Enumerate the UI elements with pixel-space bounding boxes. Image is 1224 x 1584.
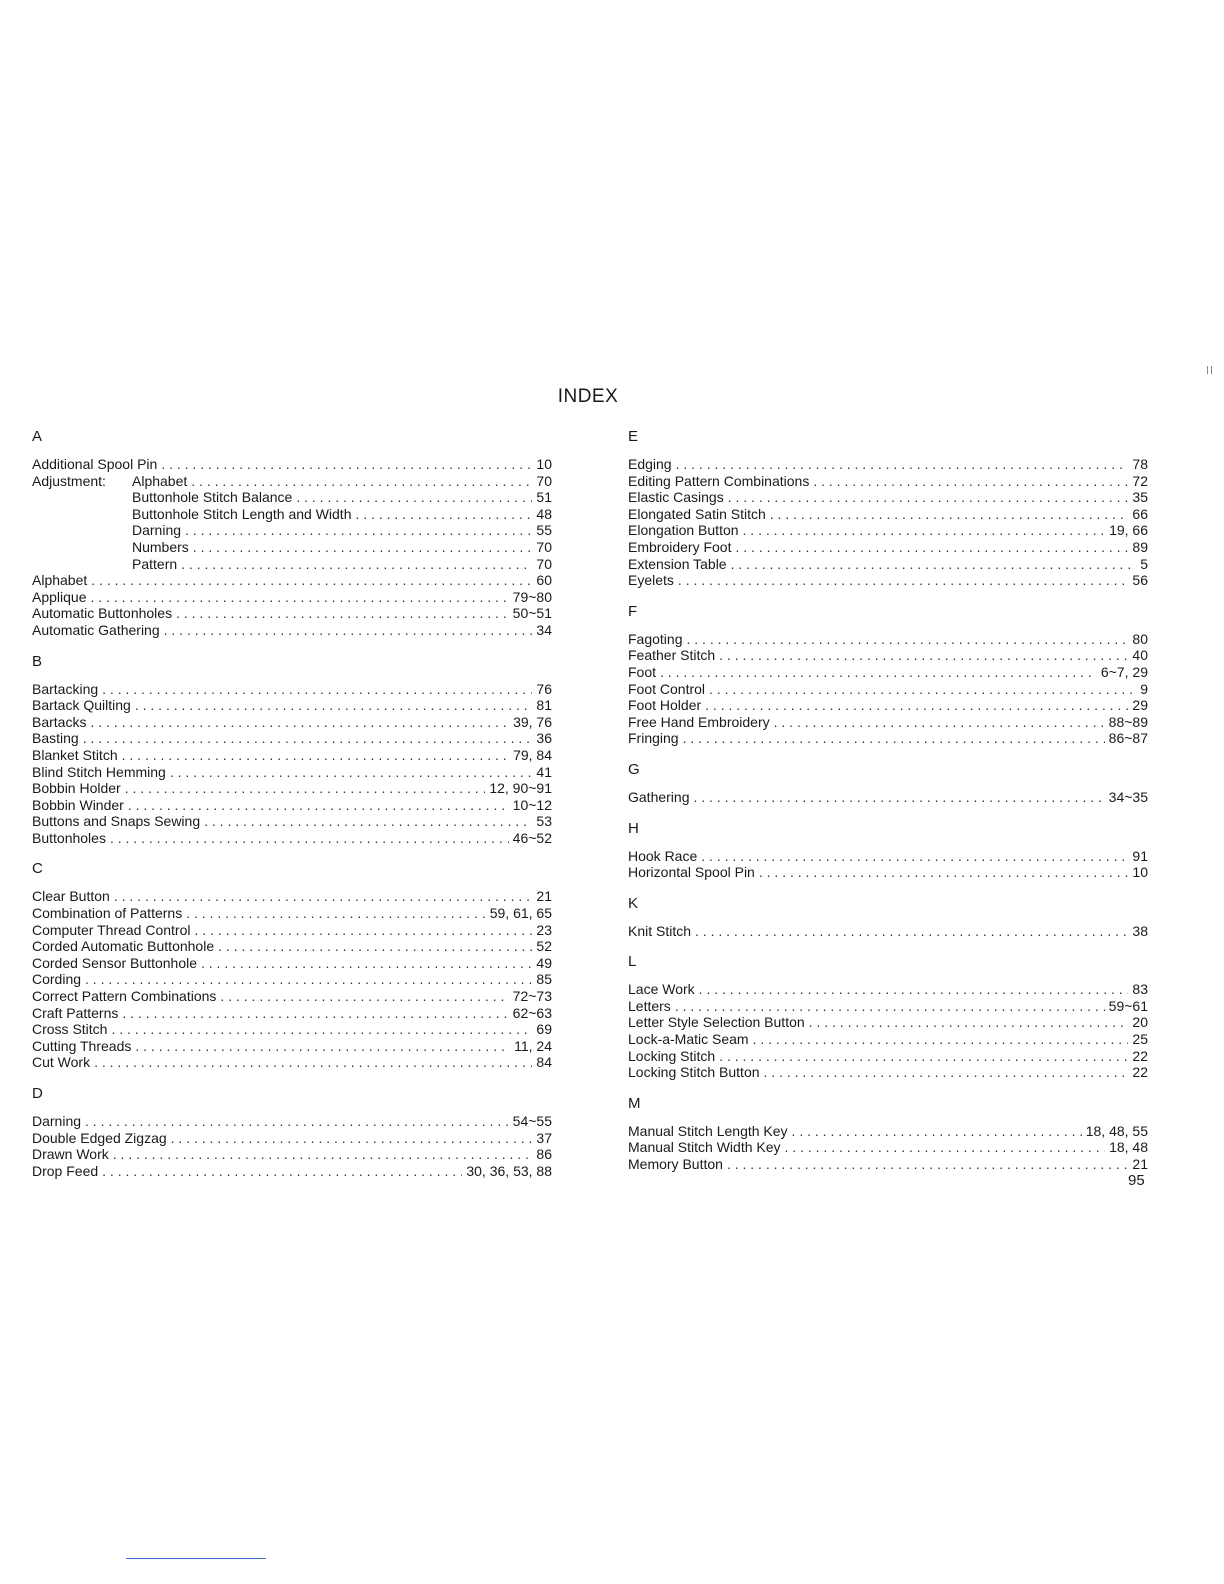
dot-leader — [85, 971, 532, 988]
index-section-l — [628, 953, 1148, 1081]
entry-label: Cross Stitch — [32, 1021, 108, 1038]
dot-leader — [683, 730, 1105, 747]
index-section-k — [628, 895, 1148, 940]
entry-pages: 37 — [536, 1129, 552, 1146]
index-entry — [32, 489, 552, 506]
entry-label: Elastic Casings — [628, 489, 724, 506]
entry-label: Blanket Stitch — [32, 746, 118, 763]
dot-leader — [128, 797, 509, 814]
entry-label: Embroidery Foot — [628, 538, 732, 555]
entry-label: Corded Sensor Buttonhole — [32, 954, 197, 971]
index-entry — [628, 697, 1148, 714]
index-entry — [32, 622, 552, 639]
index-entry — [32, 714, 552, 731]
index-entry — [32, 1163, 552, 1180]
section-letter: A — [32, 428, 43, 445]
entry-label: Fringing — [628, 730, 679, 747]
index-entry — [32, 1005, 552, 1022]
dot-leader — [355, 506, 532, 523]
entry-label: Free Hand Embroidery — [628, 713, 770, 730]
index-entry — [628, 664, 1148, 681]
entry-pages: 56 — [1132, 572, 1148, 589]
entry-pages: 78 — [1132, 456, 1148, 472]
index-entry — [628, 522, 1148, 539]
index-entry — [628, 981, 1148, 998]
entry-pages: 52 — [536, 938, 552, 955]
entry-label: Letters — [628, 997, 671, 1014]
entry-pages: 40 — [1132, 647, 1148, 664]
dot-leader — [678, 572, 1129, 589]
entry-pages: 41 — [536, 763, 552, 780]
dot-leader — [83, 730, 533, 747]
index-section-d — [32, 1085, 552, 1179]
entry-prefix: Adjustment: — [32, 472, 106, 489]
index-entry — [628, 1123, 1148, 1140]
entry-label: Lock-a-Matic Seam — [628, 1031, 749, 1048]
dot-leader — [719, 647, 1128, 664]
dot-leader — [170, 764, 533, 781]
dot-leader — [774, 714, 1105, 731]
entry-label: Lace Work — [628, 981, 695, 998]
entry-pages: 5 — [1140, 555, 1148, 572]
dot-leader — [85, 1113, 509, 1130]
dot-leader — [122, 747, 509, 764]
index-entry — [32, 747, 552, 764]
entry-pages: 72~73 — [512, 988, 552, 1005]
dot-leader — [191, 473, 532, 490]
entry-pages: 22 — [1132, 1064, 1148, 1081]
entry-pages: 18, 48 — [1109, 1139, 1148, 1156]
dot-leader — [102, 1163, 462, 1180]
index-entry — [32, 1054, 552, 1071]
entry-pages: 20 — [1132, 1014, 1148, 1031]
index-entry — [628, 647, 1148, 664]
entry-label: Buttonholes — [32, 829, 106, 846]
index-entry — [628, 864, 1148, 881]
index-entry — [628, 681, 1148, 698]
dot-leader — [194, 922, 532, 939]
index-column-right — [628, 428, 1148, 1187]
entry-label: Bartacks — [32, 713, 87, 730]
entry-label: Alphabet — [32, 572, 88, 589]
entry-pages: 12, 90~91 — [489, 780, 552, 797]
entry-label: Bartacking — [32, 680, 99, 697]
section-letter: G — [628, 760, 640, 778]
dot-leader — [809, 1014, 1129, 1031]
dot-leader — [785, 1139, 1106, 1156]
entry-pages: 66 — [1132, 505, 1148, 522]
entry-pages: 59~61 — [1108, 997, 1148, 1014]
margin-mark — [1207, 366, 1212, 374]
index-entry — [32, 730, 552, 747]
entry-pages: 70 — [536, 472, 552, 489]
index-entry — [628, 998, 1148, 1015]
index-entry — [32, 780, 552, 797]
entry-label: Bobbin Winder — [32, 796, 124, 813]
dot-leader — [135, 697, 533, 714]
dot-leader — [186, 905, 486, 922]
index-entry — [32, 1038, 552, 1055]
index-section-e — [628, 428, 1148, 589]
dot-leader — [201, 955, 532, 972]
index-entry — [628, 789, 1148, 806]
entry-pages: 10~12 — [512, 796, 552, 813]
entry-label: Drawn Work — [32, 1146, 109, 1163]
index-entry — [32, 539, 552, 556]
index-entry — [628, 489, 1148, 506]
entry-label: Craft Patterns — [32, 1004, 119, 1021]
index-entry — [628, 1031, 1148, 1048]
index-entry — [32, 572, 552, 589]
entry-label: Drop Feed — [32, 1162, 99, 1179]
entry-label: Alphabet — [132, 472, 188, 489]
index-section-m — [628, 1095, 1148, 1173]
entry-label: Hook Race — [628, 847, 698, 864]
entry-label: Pattern — [132, 555, 178, 572]
entry-pages: 88~89 — [1108, 713, 1148, 730]
index-entry — [32, 456, 552, 473]
entry-pages: 34 — [536, 621, 552, 638]
section-letter: M — [628, 1094, 641, 1112]
entry-pages: 86~87 — [1108, 730, 1148, 747]
entry-label: Foot Control — [628, 680, 706, 697]
section-letter: H — [628, 819, 639, 837]
entry-pages: 79, 84 — [513, 746, 552, 763]
entry-pages: 22 — [1132, 1047, 1148, 1064]
entry-pages: 62~63 — [512, 1004, 552, 1021]
entry-pages: 83 — [1132, 981, 1148, 998]
index-entry — [32, 988, 552, 1005]
entry-label: Additional Spool Pin — [32, 456, 158, 472]
entry-label: Bartack Quilting — [32, 697, 131, 714]
entry-pages: 55 — [536, 522, 552, 539]
entry-pages: 70 — [536, 555, 552, 572]
entry-label: Elongation Button — [628, 522, 739, 539]
dot-leader — [695, 923, 1128, 940]
entry-label: Locking Stitch Button — [628, 1064, 760, 1081]
dot-leader — [102, 681, 532, 698]
entry-pages: 21 — [1132, 1156, 1148, 1173]
dot-leader — [728, 489, 1129, 506]
entry-label: Knit Stitch — [628, 922, 692, 939]
index-entry — [32, 589, 552, 606]
dot-leader — [114, 888, 533, 905]
dot-leader — [90, 714, 509, 731]
entry-pages: 18, 48, 55 — [1085, 1122, 1148, 1139]
entry-pages: 35 — [1132, 489, 1148, 506]
index-entry — [628, 923, 1148, 940]
dot-leader — [125, 780, 486, 797]
dot-leader — [218, 938, 532, 955]
dot-leader — [181, 556, 532, 573]
entry-label: Letter Style Selection Button — [628, 1014, 805, 1031]
dot-leader — [110, 830, 509, 847]
dot-leader — [193, 539, 533, 556]
dot-leader — [171, 1130, 533, 1147]
entry-label: Manual Stitch Width Key — [628, 1139, 781, 1156]
entry-pages: 36 — [536, 730, 552, 747]
dot-leader — [813, 473, 1128, 490]
index-section-c — [32, 860, 552, 1071]
entry-label: Buttons and Snaps Sewing — [32, 813, 201, 830]
index-entry — [628, 631, 1148, 648]
index-entry — [32, 1021, 552, 1038]
index-entry — [32, 1146, 552, 1163]
entry-pages: 80 — [1132, 630, 1148, 647]
entry-label: Combination of Patterns — [32, 905, 183, 922]
entry-label: Blind Stitch Hemming — [32, 763, 166, 780]
index-entry — [32, 922, 552, 939]
dot-leader — [731, 556, 1137, 573]
index-entry — [32, 888, 552, 905]
entry-pages: 51 — [536, 489, 552, 506]
entry-label: Manual Stitch Length Key — [628, 1122, 788, 1139]
dot-leader — [709, 681, 1136, 698]
entry-label: Editing Pattern Combinations — [628, 472, 810, 489]
section-letter: E — [628, 428, 639, 445]
entry-pages: 53 — [536, 813, 552, 830]
dot-leader — [676, 456, 1129, 473]
entry-pages: 10 — [1132, 864, 1148, 881]
index-entry — [628, 1014, 1148, 1031]
entry-pages: 19, 66 — [1109, 522, 1148, 539]
entry-label: Foot — [628, 663, 657, 680]
index-entry — [32, 938, 552, 955]
index-entry — [32, 473, 552, 490]
entry-label: Darning — [132, 522, 182, 539]
dot-leader — [296, 489, 532, 506]
entry-pages: 69 — [536, 1021, 552, 1038]
entry-label: Computer Thread Control — [32, 921, 191, 938]
dot-leader — [727, 1156, 1128, 1173]
entry-label: Foot Holder — [628, 697, 702, 714]
entry-label: Edging — [628, 456, 672, 472]
entry-label: Clear Button — [32, 888, 110, 905]
index-entry — [32, 830, 552, 847]
index-entry — [32, 813, 552, 830]
page-title: INDEX — [557, 386, 619, 407]
dot-leader — [91, 589, 509, 606]
index-entry — [628, 848, 1148, 865]
entry-pages: 81 — [536, 697, 552, 714]
dot-leader — [686, 631, 1128, 648]
entry-pages: 46~52 — [512, 829, 552, 846]
entry-label: Extension Table — [628, 555, 727, 572]
dot-leader — [792, 1123, 1082, 1140]
index-entry — [32, 971, 552, 988]
dot-leader — [693, 789, 1104, 806]
entry-pages: 59, 61, 65 — [489, 905, 552, 922]
dot-leader — [164, 622, 533, 639]
dot-leader — [719, 1048, 1128, 1065]
index-section-h — [628, 820, 1148, 881]
index-entry — [628, 1156, 1148, 1173]
index-entry — [32, 955, 552, 972]
index-entry — [32, 605, 552, 622]
entry-label: Fagoting — [628, 630, 683, 647]
entry-pages: 91 — [1132, 847, 1148, 864]
section-letter: D — [32, 1085, 43, 1102]
index-entry — [32, 681, 552, 698]
entry-label: Locking Stitch — [628, 1047, 716, 1064]
entry-label: Cutting Threads — [32, 1037, 132, 1054]
entry-pages: 21 — [536, 888, 552, 905]
entry-label: Correct Pattern Combinations — [32, 988, 217, 1005]
dot-leader — [204, 813, 532, 830]
entry-pages: 54~55 — [512, 1113, 552, 1129]
section-letter: C — [32, 860, 43, 878]
index-entry — [628, 714, 1148, 731]
section-letter: F — [628, 602, 638, 620]
dot-leader — [91, 572, 532, 589]
entry-pages: 25 — [1132, 1031, 1148, 1048]
index-entry — [32, 506, 552, 523]
entry-pages: 23 — [536, 921, 552, 938]
entry-pages: 76 — [536, 680, 552, 697]
dot-leader — [111, 1021, 532, 1038]
entry-pages: 39, 76 — [513, 713, 552, 730]
dot-leader — [743, 522, 1106, 539]
dot-leader — [675, 998, 1105, 1015]
index-entry — [32, 797, 552, 814]
entry-label: Cut Work — [32, 1054, 91, 1071]
index-entry — [628, 1139, 1148, 1156]
entry-label: Feather Stitch — [628, 647, 716, 664]
index-entry — [628, 1048, 1148, 1065]
section-letter: L — [628, 953, 637, 971]
entry-pages: 34~35 — [1108, 788, 1148, 805]
dot-leader — [699, 981, 1129, 998]
entry-pages: 29 — [1132, 697, 1148, 714]
dot-leader — [94, 1054, 532, 1071]
entry-label: Cording — [32, 971, 82, 988]
entry-pages: 10 — [536, 456, 552, 472]
entry-label: Applique — [32, 588, 87, 605]
index-entry — [628, 1064, 1148, 1081]
entry-pages: 89 — [1132, 538, 1148, 555]
dot-leader — [705, 697, 1128, 714]
entry-label: Buttonhole Stitch Balance — [132, 489, 293, 506]
entry-label: Memory Button — [628, 1156, 723, 1173]
entry-label: Eyelets — [628, 572, 674, 589]
index-entry — [32, 697, 552, 714]
index-entry — [32, 522, 552, 539]
dot-leader — [735, 539, 1128, 556]
index-entry — [628, 730, 1148, 747]
entry-pages: 38 — [1132, 922, 1148, 939]
dot-leader — [161, 456, 532, 473]
index-entry — [628, 556, 1148, 573]
dot-leader — [122, 1005, 508, 1022]
index-section-a — [32, 428, 552, 639]
entry-pages: 86 — [536, 1146, 552, 1163]
index-entry — [32, 764, 552, 781]
entry-label: Elongated Satin Stitch — [628, 505, 766, 522]
entry-pages: 84 — [536, 1054, 552, 1071]
entry-label: Corded Automatic Buttonhole — [32, 938, 215, 955]
entry-label: Automatic Buttonholes — [32, 605, 173, 622]
dot-leader — [770, 506, 1129, 523]
entry-label: Double Edged Zigzag — [32, 1129, 167, 1146]
dot-leader — [759, 864, 1129, 881]
index-entry — [32, 556, 552, 573]
dot-leader — [660, 664, 1097, 681]
index-entry — [628, 572, 1148, 589]
entry-pages: 11, 24 — [514, 1037, 552, 1054]
entry-label: Bobbin Holder — [32, 780, 121, 797]
dot-leader — [113, 1146, 533, 1163]
index-section-f — [628, 603, 1148, 747]
entry-label: Gathering — [628, 788, 690, 805]
index-section-g — [628, 761, 1148, 806]
dot-leader — [753, 1031, 1129, 1048]
index-section-b — [32, 653, 552, 847]
entry-pages: 79~80 — [512, 588, 552, 605]
dot-leader — [185, 522, 532, 539]
entry-label: Buttonhole Stitch Length and Width — [132, 505, 352, 522]
index-entry — [628, 506, 1148, 523]
dot-leader — [220, 988, 508, 1005]
index-entry — [628, 456, 1148, 473]
entry-pages: 48 — [536, 505, 552, 522]
entry-label: Horizontal Spool Pin — [628, 864, 755, 881]
entry-pages: 72 — [1132, 472, 1148, 489]
index-column-left — [32, 428, 552, 1193]
entry-label: Automatic Gathering — [32, 621, 160, 638]
entry-pages: 70 — [536, 538, 552, 555]
index-entry — [32, 1130, 552, 1147]
entry-pages: 60 — [536, 572, 552, 589]
dot-leader — [135, 1038, 510, 1055]
section-letter: B — [32, 652, 43, 670]
entry-label: Basting — [32, 730, 79, 747]
dot-leader — [176, 605, 509, 622]
entry-label: Numbers — [132, 538, 189, 555]
dot-leader — [701, 848, 1128, 865]
index-entry — [628, 473, 1148, 490]
underline-mark — [126, 1558, 266, 1559]
entry-pages: 50~51 — [512, 605, 552, 622]
entry-pages: 6~7, 29 — [1100, 663, 1148, 680]
section-letter: K — [628, 894, 639, 912]
entry-pages: 49 — [536, 954, 552, 971]
index-entry — [32, 905, 552, 922]
index-entry — [32, 1113, 552, 1130]
index-entry — [628, 539, 1148, 556]
page-number: 95 — [1128, 1172, 1145, 1189]
entry-pages: 85 — [536, 971, 552, 988]
dot-leader — [764, 1064, 1129, 1081]
entry-label: Darning — [32, 1113, 82, 1129]
entry-pages: 30, 36, 53, 88 — [466, 1162, 552, 1179]
entry-pages: 9 — [1140, 680, 1148, 697]
